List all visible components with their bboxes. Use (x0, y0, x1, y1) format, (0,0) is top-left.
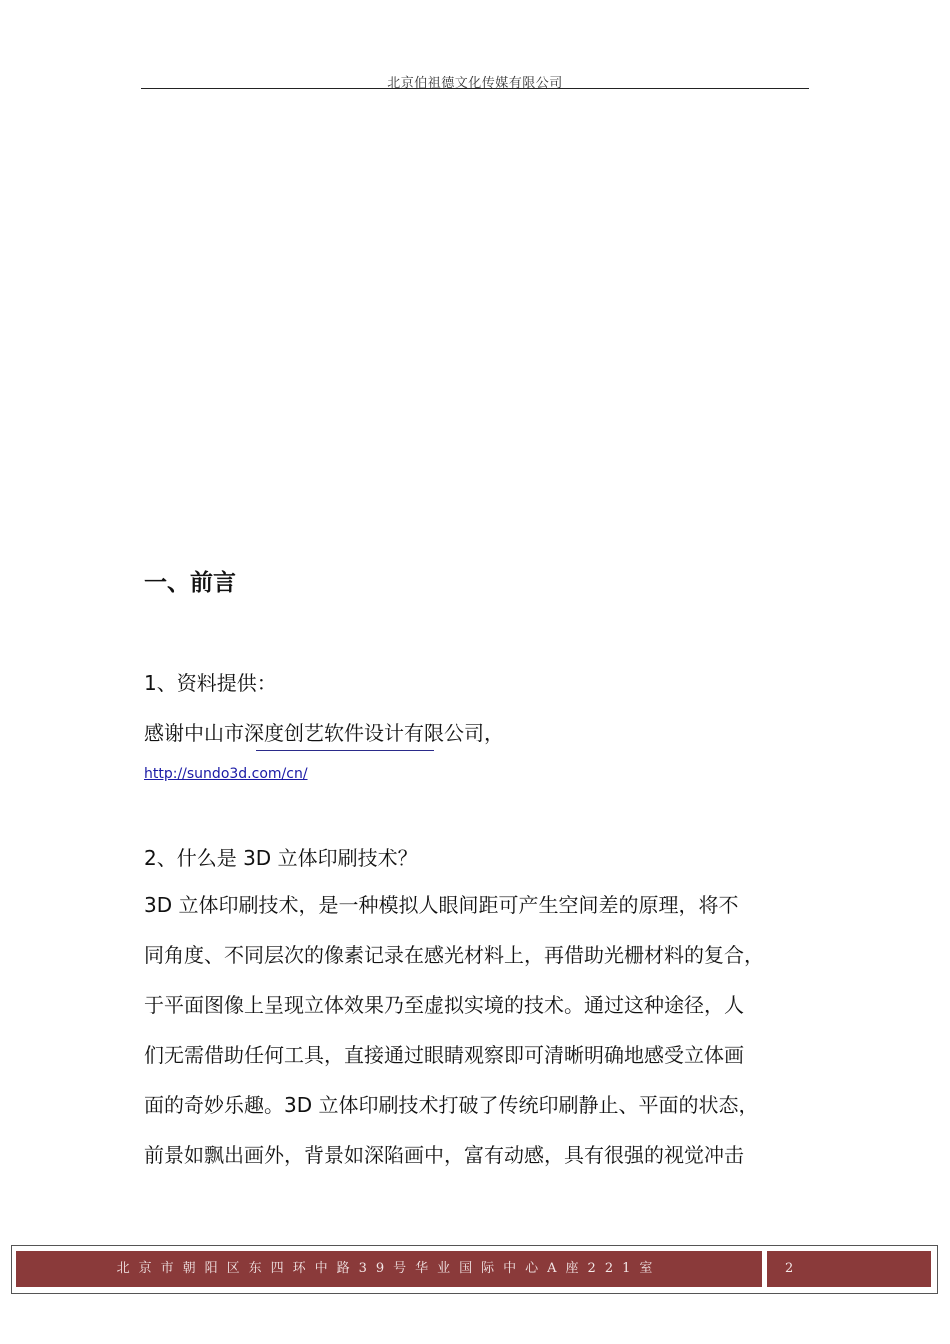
paragraph-line: 于平面图像上呈现立体效果乃至虚拟实境的技术。通过这种途径，人 (144, 993, 744, 1017)
paragraph-line: 3D 立体印刷技术，是一种模拟人眼间距可产生空间差的原理，将不 (144, 893, 739, 917)
header-divider (141, 88, 809, 89)
paragraph-line: 面的奇妙乐趣。3D 立体印刷技术打破了传统印刷静止、平面的状态， (144, 1093, 759, 1117)
subheading-materials: 1、资料提供： (144, 671, 277, 695)
page-number: 2 (767, 1251, 931, 1287)
paragraph-line: 前景如飘出画外，背景如深陷画中，富有动感，具有很强的视觉冲击 (144, 1143, 744, 1167)
paragraph-line: 同角度、不同层次的像素记录在感光材料上，再借助光栅材料的复合， (144, 943, 764, 967)
subheading-what-is-3d: 2、什么是 3D 立体印刷技术？ (144, 846, 418, 870)
sundo-link[interactable]: http://sundo3d.com/cn/ (144, 766, 308, 782)
paragraph-line: 们无需借助任何工具，直接通过眼睛观察即可清晰明确地感受立体画 (144, 1043, 744, 1067)
footer-address: 北京市朝阳区东四环中路39号华业国际中心A座221室 (16, 1251, 762, 1287)
body-paragraph (144, 892, 814, 1192)
page-header-company: 北京伯祖德文化传媒有限公司 (387, 76, 563, 91)
thanks-underline (256, 750, 434, 751)
section-heading: 一、前言 (144, 570, 236, 596)
thanks-text: 感谢中山市深度创艺软件设计有限公司， (144, 721, 504, 745)
